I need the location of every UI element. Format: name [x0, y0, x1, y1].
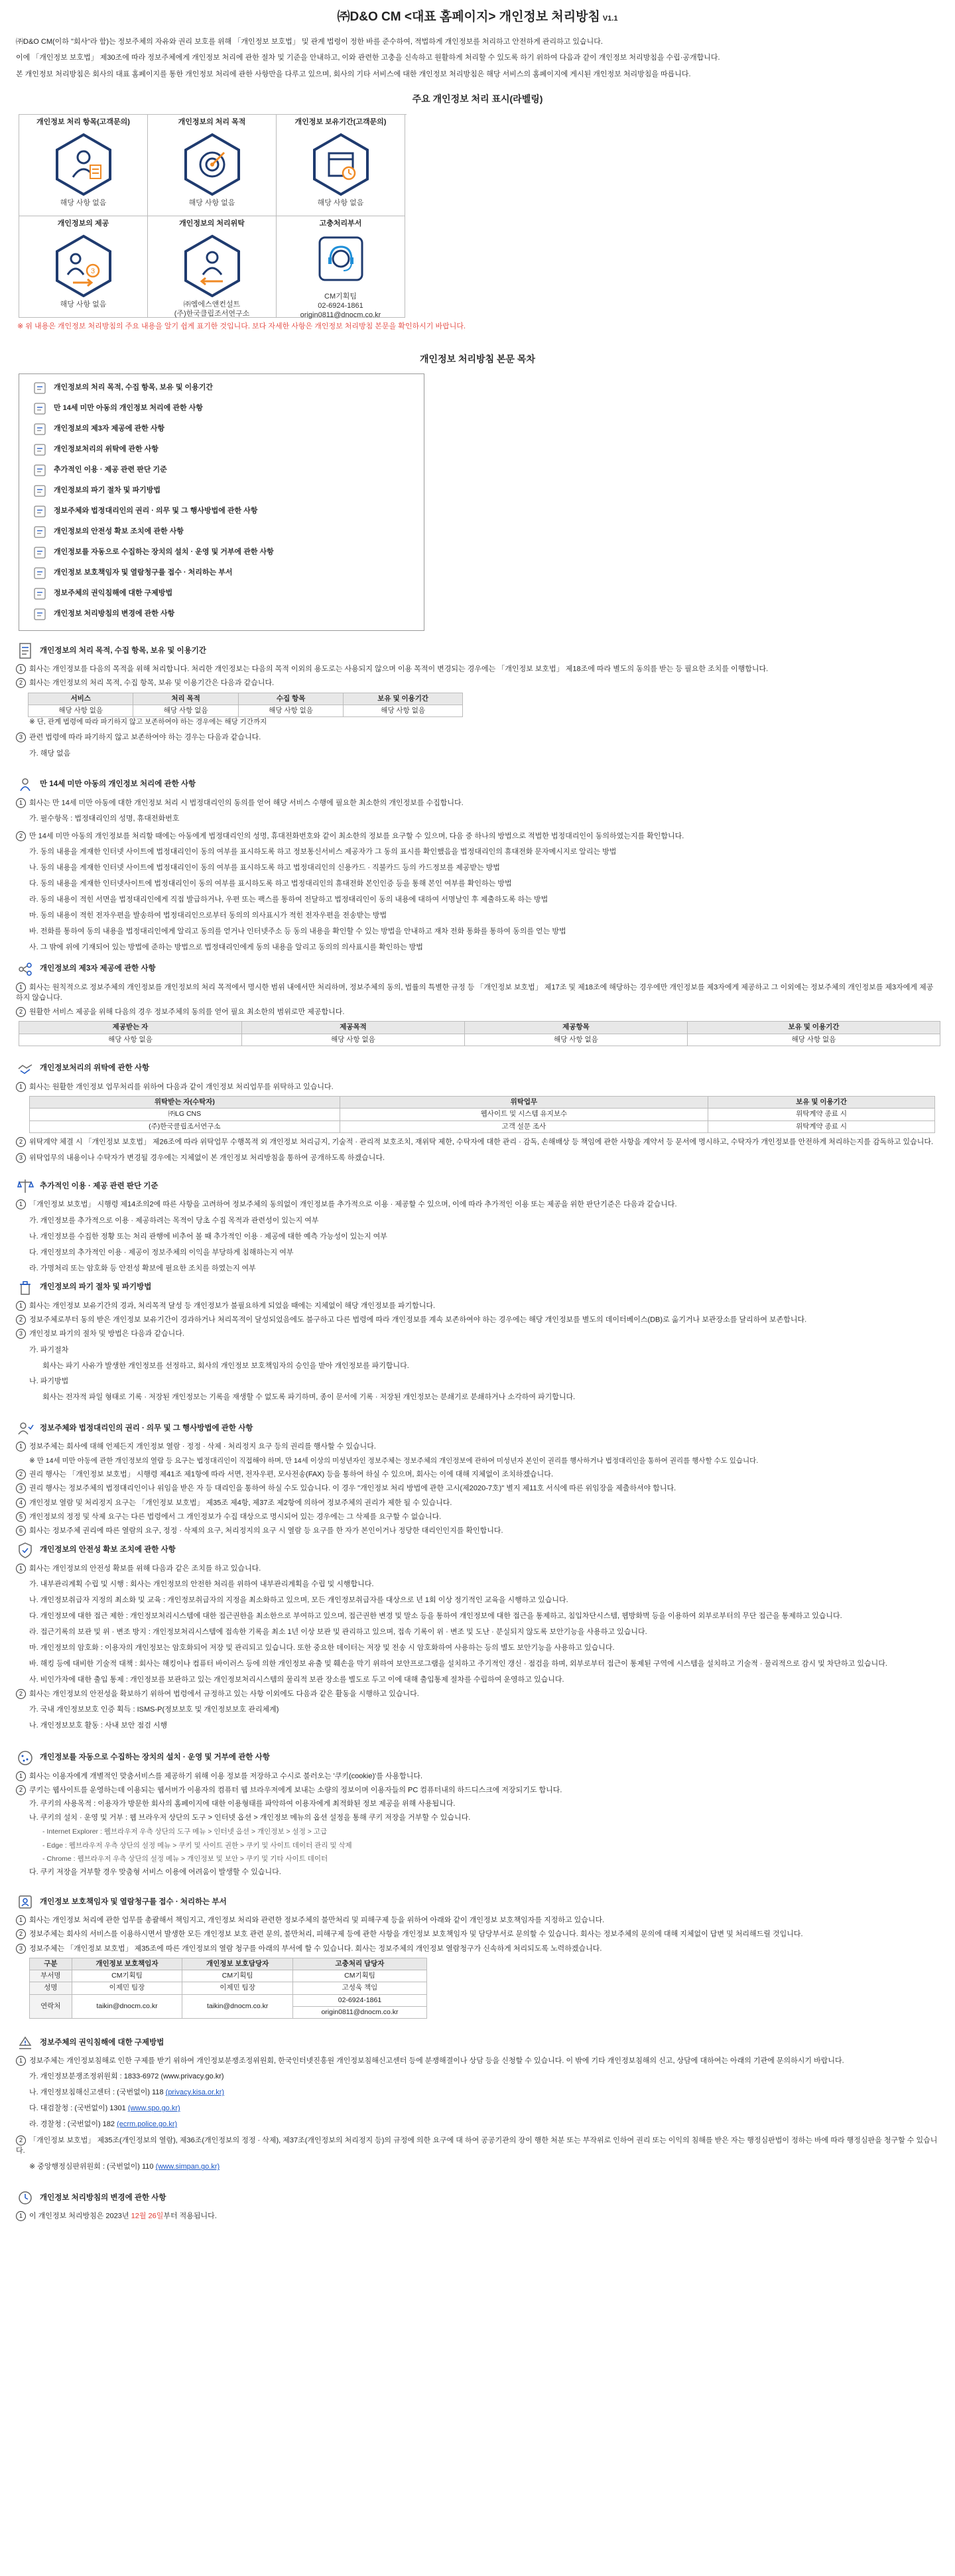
number-badge: 2	[16, 831, 26, 841]
section-4: 개인정보처리의 위탁에 관한 사항 1 회사는 원활한 개인정보 업무처리를 위하여 다음과 같이 개인정보 처리업무를 위탁하고 있습니다. 위탁받는 자(수탁자) 위탁업무 보유 및 이용기간 ㈜LG CNS 웹사이트 및 시스템 유지보수 위탁계약 종료 시 (주)한국클립조서연구소 고객 설문 조사 위탁계약 종료 시 2 위탁계약 체결 시 「개인정보 보호법」 제26조에 따라 위탁업무 수행목적 외 개인정보 처리금지, 기술적 · 관리적 보호조치, 재위탁 제한, 수탁자에 대한 관리 · 감독, 손해배상 등 책임에 관한 사항을 계약서 등 문서에 명시하고, 수탁자가 개인정보를 안전하게 처리하는지를 감독하고 있습니다. 3 위탁업무의 내용이나 수탁자가 변경될 경우에는 지체없이 본 개인정보 처리방침을 통하여 공개하도록 하겠습니다.	[16, 1059, 939, 1164]
number-badge: 1	[16, 1442, 26, 1452]
number-badge: 1	[16, 1915, 26, 1925]
table-header-row: 위탁받는 자(수탁자) 위탁업무 보유 및 이용기간	[30, 1097, 935, 1109]
page-title: ㈜D&O CM <대표 홈페이지> 개인정보 처리방침 V1.1	[337, 10, 618, 24]
list-item: 가. 내부관리계획 수립 및 시행 : 회사는 개인정보의 안전한 처리를 위하여 내부관리계획을 수립 및 시행합니다.	[29, 1580, 374, 1588]
section-heading: 만 14세 미만 아동의 개인정보 처리에 관한 사항	[16, 776, 939, 794]
number-badge: 3	[16, 732, 26, 742]
document-icon	[16, 642, 34, 660]
section-heading: 추가적인 이용 · 제공 관련 판단 기준	[16, 1177, 939, 1195]
section-heading: 정보주체의 권익침해에 대한 구제방법	[16, 2033, 939, 2052]
retention-period-icon	[310, 132, 371, 196]
security-activities-list	[16, 1705, 939, 1731]
scale-icon	[16, 1177, 34, 1195]
number-badge: 2	[16, 1007, 26, 1017]
intro-paragraph: 본 개인정보 처리방침은 회사의 대표 홈페이지를 통한 개인정보 처리에 관한 사항만을 다루고 있으며, 회사의 기타 서비스에 대한 개인정보 처리방침은 해당 서비스의 홈페이지에 게시된 개인정보 처리방침을 따릅니다.	[16, 70, 691, 79]
person-badge-icon	[16, 1893, 34, 1911]
number-badge: 2	[16, 1137, 26, 1147]
number-badge: 2	[16, 1785, 26, 1795]
number-badge: 1	[16, 1199, 26, 1209]
label-title: 개인정보의 처리 목적	[178, 117, 246, 126]
list-item: 나. 개인정보를 수집한 정황 또는 처리 관행에 비추어 볼 때 추가적인 이용 · 제공에 대한 예측 가능성이 있는지 여부	[29, 1232, 387, 1241]
label-title: 고충처리부서	[319, 219, 362, 228]
trash-icon	[16, 1278, 34, 1297]
consent-methods-list	[16, 847, 939, 953]
toc-item[interactable]: 개인정보의 안전성 확보 조치에 관한 사항	[19, 522, 424, 543]
section-6: 개인정보의 파기 절차 및 파기방법 1 회사는 개인정보 보유기간의 경과, 처리목적 달성 등 개인정보가 불필요하게 되었을 때에는 지체없이 해당 개인정보를 파기합니다. 2 정보주체로부터 동의 받은 개인정보 보유기간이 경과하거나 처리목적이 달성되었음에도 불구하고 다른 법령에 따라 개인정보를 계속 보존하여야 하는 경우에는 해당 개인정보를 별도의 데이터베이스(DB)로 옮기거나 보관장소를 달리하여 보존합니다. 3 개인정보 파기의 절차 및 방법은 다음과 같습니다. 가. 파기절차 회사는 파기 사유가 발생한 개인정보를 선정하고, 회사의 개인정보 보호책임자의 승인을 받아 개인정보를 파기합니다. 나. 파기방법 회사는 전자적 파일 형태로 기록 · 저장된 개인정보는 기록을 재생할 수 없도록 파기하며, 종이 문서에 기록 · 저장된 개인정보는 분쇄기로 분쇄하거나 소각하여 파기합니다.	[16, 1278, 939, 1404]
trash-icon	[32, 484, 47, 498]
simpan-link[interactable]: (www.simpan.go.kr)	[155, 2163, 220, 2171]
toc-item[interactable]: 개인정보처리의 위탁에 관한 사항	[19, 440, 424, 460]
rights-icon	[32, 504, 47, 519]
grievance-department-icon	[310, 234, 371, 289]
section-7: 정보주체와 법정대리인의 권리 · 의무 및 그 행사방법에 관한 사항 1 정보주체는 회사에 대해 언제든지 개인정보 열람 · 정정 · 삭제 · 처리정지 요구 등의 권리를 행사할 수 있습니다. ※ 만 14세 미만 아동에 관한 개인정보의 열람 등 요구는 법정대리인이 직접해야 하며, 만 14세 이상의 미성년자인 정보주체는 정보주체의 개인정보에 관하여 미성년자 본인이 권리를 행사하거나 법정대리인을 통하여 권리를 행사할 수도 있습니다. 2 권리 행사는 「개인정보 보호법」 시행령 제41조 제1항에 따라 서면, 전자우편, 모사전송(FAX) 등을 통하여 하실 수 있으며, 회사는 이에 대해 지체없이 조치하겠습니다. 3 권리 행사는 정보주체의 법정대리인이나 위임을 받은 자 등 대리인을 통하여 하실 수도 있습니다. 이 경우 "개인정보 처리 방법에 관한 고시(제2020-7호)" 별지 제11호 서식에 따른 위임장을 제출하셔야 합니다. 4 개인정보 열람 및 처리정지 요구는 「개인정보 보호법」 제35조 제4항, 제37조 제2항에 의하여 정보주체의 권리가 제한 될 수 있습니다. 5 개인정보의 정정 및 삭제 요구는 다른 법령에서 그 개인정보가 수집 대상으로 명시되어 있는 경우에는 그 삭제를 요구할 수 없습니다. 6 회사는 정보주체 권리에 따른 열람의 요구, 정정 · 삭제의 요구, 처리정지의 요구 시 열람 등 요구를 한 자가 본인이거나 정당한 대리인인지를 확인합니다.	[16, 1419, 939, 1536]
rights-icon	[16, 1419, 34, 1438]
personal-info-items-icon	[53, 132, 114, 196]
number-badge: 1	[16, 983, 26, 992]
number-badge: 1	[16, 2211, 26, 2221]
label-title: 개인정보의 제공	[57, 219, 109, 228]
section-heading: 개인정보의 파기 절차 및 파기방법	[16, 1278, 939, 1297]
labeling-heading: 주요 개인정보 처리 표시(라벨링)	[412, 94, 543, 105]
number-badge: 1	[16, 664, 26, 674]
shield-icon	[16, 1541, 34, 1560]
shield-icon	[32, 525, 47, 539]
list-item: 다. 동의 내용을 게재한 인터넷사이트에 법정대리인이 동의 여부를 표시하도록 하고 법정대리인의 휴대전화 본인인증 등을 통해 본인 여부를 확인하는 방법	[29, 880, 512, 888]
intro	[16, 37, 939, 81]
section-11: 정보주체의 권익침해에 대한 구제방법 1 정보주체는 개인정보침해로 인한 구제를 받기 위하여 개인정보분쟁조정위원회, 한국인터넷진흥원 개인정보침해신고센터 등에 분쟁해결이나 상담 등을 신청할 수 있습니다. 이 밖에 기타 개인정보침해의 신고, 상담에 대하여는 아래의 기관에 문의하시기 바랍니다. 가. 개인정보분쟁조정위원회 : 1833-6972 (www.privacy.go.kr) 나. 개인정보침해신고센터 : (국번없이) 118 (privacy.kisa.or.kr) 다. 대검찰청 : (국번없이) 1301 (www.spo.go.kr) 라. 경찰청 : (국번없이) 182 (ecrm.police.go.kr) 2 「개인정보 보호법」 제35조(개인정보의 열람), 제36조(개인정보의 정정 · 삭제), 제37조(개인정보의 처리정지 등)의 규정에 의한 요구에 대 하여 공공기관의 장이 행한 처분 또는 부작위로 인하여 권리 또는 이익의 침해를 받은 자는 행정심판법이 정하는 바에 따라 행정심판을 청구할 수 있습니다. ※ 중앙행정심판위원회 : (국번없이) 110 (www.simpan.go.kr)	[16, 2033, 939, 2173]
toc-item[interactable]: 개인정보를 자동으로 수집하는 장치의 설치 · 운영 및 거부에 관한 사항	[19, 543, 424, 563]
label-value: CM기획팀 02-6924-1861 origin0811@dnocm.co.kr	[300, 292, 381, 320]
table-row: 해당 사항 없음 해당 사항 없음 해당 사항 없음 해당 사항 없음	[29, 705, 463, 716]
list-item: 가. 국내 개인정보보호 인증 획득 : ISMS-P(정보보호 및 개인정보보호 관리체계)	[29, 1705, 279, 1714]
section-heading: 개인정보 보호책임자 및 열람청구를 접수 · 처리하는 부서	[16, 1893, 939, 1911]
list-item: 바. 전화를 통하여 동의 내용을 법정대리인에게 알리고 동의를 얻거나 인터넷주소 등 동의 내용을 확인할 수 있는 방법을 안내하고 재차 전화 통화를 통하여 동의를 얻는 방법	[29, 927, 566, 935]
number-badge: 3	[16, 1329, 26, 1339]
kisa-link[interactable]: (privacy.kisa.or.kr)	[165, 2088, 225, 2097]
section-heading: 개인정보를 자동으로 수집하는 장치의 설치 · 운영 및 거부에 관한 사항	[16, 1749, 939, 1767]
share-icon	[32, 422, 47, 437]
intro-paragraph: 이에 「개인정보 보호법」 제30조에 따라 정보주체에게 개인정보 처리에 관한 절차 및 기준을 안내하고, 이와 관련한 고충을 신속하고 원활하게 처리할 수 있도록 하기 위하여 다음과 같이 개인정보 처리방침을 수립·공개합니다.	[16, 54, 720, 62]
label-value: 해당 사항 없음	[188, 198, 235, 207]
number-badge: 2	[16, 678, 26, 688]
browser-instruction: - Chrome : 웹브라우저 우측 상단의 설정 메뉴 > 개인정보 및 보안 > 쿠키 및 기타 사이트 데이터	[42, 1854, 328, 1863]
history-icon	[16, 2189, 34, 2207]
outsourcing-table	[29, 1096, 935, 1133]
share-icon	[16, 960, 34, 979]
number-badge: 2	[16, 1689, 26, 1699]
scale-icon	[32, 463, 47, 478]
list-item: 바. 해킹 등에 대비한 기술적 대책 : 회사는 해킹이나 컴퓨터 바이러스 등에 의한 개인정보 유출 및 훼손을 막기 위하여 보안프로그램을 설치하고 주기적인 갱신 · 점검을 하며, 외부로부터 접근이 통제된 구역에 시스템을 설치하고 기술적 · 물리적으로 감시 및 차단하고 있습니다.	[29, 1659, 887, 1668]
section-1: 개인정보의 처리 목적, 수집 항목, 보유 및 이용기간 1 회사는 개인정보를 다음의 목적을 위해 처리합니다. 처리한 개인정보는 다음의 목적 이외의 용도로는 사용되지 않으며 이용 목적이 변경되는 경우에는 「개인정보 보호법」 제18조에 따라 별도의 동의를 받는 등 필요한 조치를 이행합니다. 2 회사는 개인정보의 처리 목적, 수집 항목, 보유 및 이용기간은 다음과 같습니다. 서비스 처리 목적 수집 항목 보유 및 이용기간 해당 사항 없음 해당 사항 없음 해당 사항 없음 해당 사항 없음 ※ 단, 관계 법령에 따라 파기하지 않고 보존하여야 하는 경우에는 해당 기간까지 3 관련 법령에 따라 파기하지 않고 보존하여야 하는 경우는 다음과 같습니다. 가. 해당 없음	[16, 642, 939, 760]
section-2: 만 14세 미만 아동의 개인정보 처리에 관한 사항 1 회사는 만 14세 미만 아동에 대한 개인정보 처리 시 법정대리인의 동의를 얻어 해당 서비스 수행에 필요한 최소한의 개인정보를 수집합니다. 가. 필수항목 : 법정대리인의 성명, 휴대전화번호 2 만 14세 미만 아동의 개인정보를 처리할 때에는 아동에게 법정대리인의 성명, 휴대전화번호와 같이 최소한의 정보를 요구할 수 있으며, 다음 중 하나의 방법으로 적법한 법정대리인이 동의하였는지를 확인합니다. 가. 동의 내용을 게재한 인터넷 사이트에 법정대리인이 동의 여부를 표시하도록 하고 정보통신서비스 제공자가 그 동의 표시를 확인했음을 법정대리인의 휴대전화 문자메시지로 알리는 방법 나. 동의 내용을 게재한 인터넷 사이트에 법정대리인이 동의 여부를 표시하도록 하고 법정대리인의 신용카드 · 직불카드 등의 카드정보를 제공받는 방법 다. 동의 내용을 게재한 인터넷사이트에 법정대리인이 동의 여부를 표시하도록 하고 법정대리인의 휴대전화 본인인증 등을 통해 본인 여부를 확인하는 방법 라. 동의 내용이 적힌 서면을 법정대리인에게 직접 발급하거나, 우편 또는 팩스를 통하여 전달하고 법정대리인이 동의 내용에 대하여 서명날인 후 제출하도록 하는 방법 마. 동의 내용이 적힌 전자우편을 발송하여 법정대리인으로부터 동의의 의사표시가 적힌 전자우편을 전송받는 방법 바. 전화를 통하여 동의 내용을 법정대리인에게 알리고 동의를 얻거나 인터넷주소 등 동의 내용을 확인할 수 있는 방법을 안내하고 재차 전화 통화를 통하여 동의를 얻는 방법 사. 그 밖에 위에 기재되어 있는 방법에 준하는 방법으로 법정대리인에게 동의 내용을 알리고 동의의 의사표시를 확인하는 방법	[16, 776, 939, 953]
number-badge: 1	[16, 1301, 26, 1311]
number-badge: 4	[16, 1498, 26, 1508]
label-cell	[277, 216, 405, 318]
number-badge: 1	[16, 1771, 26, 1781]
cookie-icon	[32, 545, 47, 560]
list-item: 나. 개인정보보호 활동 : 사내 보안 점검 시행	[29, 1721, 168, 1729]
label-title: 개인정보 처리 항목(고객문의)	[36, 117, 130, 126]
list-item: 다. 개인정보에 대한 접근 제한 : 개인정보처리시스템에 대한 접근권한을 최소한으로 부여하고 있으며, 접근권한 변경 및 말소 등을 통하여 개인정보에 대한 접근을 통제하고, 침입차단시스템, 웹방화벽 등을 이용하여 외부로부터의 무단 접근을 통제하고 있습니다.	[29, 1611, 842, 1620]
number-badge: 1	[16, 1564, 26, 1574]
table-of-contents	[19, 373, 424, 631]
list-item: 사. 그 밖에 위에 기재되어 있는 방법에 준하는 방법으로 법정대리인에게 동의 내용을 알리고 동의의 의사표시를 확인하는 방법	[29, 943, 423, 951]
table-row: 해당 사항 없음 해당 사항 없음 해당 사항 없음 해당 사항 없음	[19, 1034, 940, 1046]
list-item: 나. 동의 내용을 게재한 인터넷 사이트에 법정대리인이 동의 여부를 표시하도록 하고 법정대리인의 신용카드 · 직불카드 등의 카드정보를 제공받는 방법	[29, 864, 500, 872]
section-heading: 정보주체와 법정대리인의 권리 · 의무 및 그 행사방법에 관한 사항	[16, 1419, 939, 1438]
privacy-policy-page	[16, 0, 939, 2222]
effective-date: 12월 26일	[131, 2212, 164, 2220]
handshake-icon	[16, 1059, 34, 1078]
list-item: 마. 개인정보의 암호화 : 이용자의 개인정보는 암호화되어 저장 및 관리되고 있습니다. 또한 중요한 데이터는 저장 및 전송 시 암호화하여 사용하는 등의 별도 보안기능을 사용하고 있습니다.	[29, 1643, 615, 1652]
number-badge: 1	[16, 2056, 26, 2066]
section-heading: 개인정보의 처리 목적, 수집 항목, 보유 및 이용기간	[16, 642, 939, 660]
processing-purpose-table	[28, 693, 463, 717]
number-badge: 2	[16, 1929, 26, 1939]
label-cell	[19, 216, 148, 318]
toc-item[interactable]: 개인정보 처리방침의 변경에 관한 사항	[19, 604, 424, 625]
table-row: ㈜LG CNS 웹사이트 및 시스템 유지보수 위탁계약 종료 시	[30, 1109, 935, 1120]
toc-item[interactable]: 만 14세 미만 아동의 개인정보 처리에 관한 사항	[19, 399, 424, 419]
label-title: 개인정보의 처리위탁	[179, 219, 245, 228]
third-party-provision-icon	[53, 234, 114, 297]
police-link[interactable]: (ecrm.police.go.kr)	[117, 2120, 178, 2129]
label-cell	[148, 115, 277, 216]
table-header-row: 제공받는 자 제공목적 제공항목 보유 및 이용기간	[19, 1022, 940, 1034]
intro-paragraph: ㈜D&O CM(이하 "회사"라 함)는 정보주체의 자유와 권리 보호를 위해 「개인정보 보호법」 및 관계 법령이 정한 바를 준수하여, 적법하게 개인정보를 처리하고 안전하게 관리하고 있습니다.	[16, 37, 603, 46]
number-badge: 2	[16, 1315, 26, 1325]
table-header-row: 서비스 처리 목적 수집 항목 보유 및 이용기간	[29, 693, 463, 705]
third-party-table	[19, 1021, 940, 1046]
spo-link[interactable]: (www.spo.go.kr)	[127, 2104, 180, 2113]
remedy-icon	[32, 586, 47, 601]
toc-item[interactable]: 개인정보의 파기 절차 및 파기방법	[19, 481, 424, 502]
number-badge: 2	[16, 1469, 26, 1479]
document-icon	[32, 381, 47, 395]
table-row: 부서명 CM기획팀 CM기획팀 CM기획팀	[30, 1970, 427, 1982]
label-cell	[148, 216, 277, 318]
toc-item[interactable]: 정보주체의 권익침해에 대한 구제방법	[19, 584, 424, 604]
label-title: 개인정보 보유기간(고객문의)	[294, 117, 387, 126]
table-row: 성명 이제민 팀장 이제민 팀장 고성욱 책임	[30, 1982, 427, 1994]
label-value: 해당 사항 없음	[60, 198, 107, 207]
list-item: 가. 동의 내용을 게재한 인터넷 사이트에 법정대리인이 동의 여부를 표시하도록 하고 정보통신서비스 제공자가 그 동의 표시를 확인했음을 법정대리인의 휴대전화 문자메시지로 알리는 방법	[29, 848, 617, 856]
number-badge: 1	[16, 1082, 26, 1092]
privacy-officer-table	[29, 1958, 427, 2019]
list-item: 가. 개인정보를 추가적으로 이용 · 제공하려는 목적이 당초 수집 목적과 관련성이 있는지 여부	[29, 1216, 319, 1225]
section-9: 개인정보를 자동으로 수집하는 장치의 설치 · 운영 및 거부에 관한 사항 1 회사는 이용자에게 개별적인 맞춤서비스를 제공하기 위해 이용 정보를 저장하고 수시로 불러오는 '쿠키(cookie)'를 사용합니다. 2 쿠키는 웹사이트를 운영하는데 이용되는 웹서버가 이용자의 컴퓨터 웹 브라우저에게 보내는 소량의 정보이며 이용자들의 PC 컴퓨터내의 하드디스크에 저장되기도 합니다. 가. 쿠키의 사용목적 : 이용자가 방문한 회사의 홈페이지에 대한 이용형태를 파악하여 이용자에게 최적화된 정보 제공을 위해 사용됩니다. 나. 쿠키의 설치 · 운영 및 거부 : 웹 브라우저 상단의 도구 > 인터넷 옵션 > 개인정보 메뉴의 옵션 설정을 통해 쿠키 저장을 거부할 수 있습니다. - Internet Explorer : 웹브라우저 우측 상단의 도구 메뉴 > 인터넷 옵션 > 개인정보 > 설정 > 고급 - Edge : 웹브라우저 우측 상단의 설정 메뉴 > 쿠키 및 사이트 권한 > 쿠키 및 사이트 데이터 관리 및 삭제 - Chrome : 웹브라우저 우측 상단의 설정 메뉴 > 개인정보 및 보안 > 쿠키 및 기타 사이트 데이터 다. 쿠키 저장을 거부할 경우 맞춤형 서비스 이용에 어려움이 발생할 수 있습니다.	[16, 1749, 939, 1878]
toc-item[interactable]: 정보주체와 법정대리인의 권리 · 의무 및 그 행사방법에 관한 사항	[19, 502, 424, 522]
section-8: 개인정보의 안전성 확보 조치에 관한 사항 1 회사는 개인정보의 안전성 확보를 위해 다음과 같은 조치를 하고 있습니다. 가. 내부관리계획 수립 및 시행 : 회사는 개인정보의 안전한 처리를 위하여 내부관리계획을 수립 및 시행합니다. 나. 개인정보취급자 지정의 최소화 및 교육 : 개인정보취급자의 지정을 최소화하고 있으며, 모든 개인정보취급자를 대상으로 년 1회 이상 정기적인 교육을 시행하고 있습니다. 다. 개인정보에 대한 접근 제한 : 개인정보처리시스템에 대한 접근권한을 최소한으로 부여하고 있으며, 접근권한 변경 및 말소 등을 통하여 개인정보에 대한 접근을 통제하고, 침입차단시스템, 웹방화벽 등을 이용하여 외부로부터의 무단 접근을 통제하고 있습니다. 라. 접근기록의 보관 및 위 · 변조 방지 : 개인정보처리시스템에 접속한 기록을 최소 1년 이상 보관 및 관리하고 있으며, 접속 기록이 위 · 변조 및 도난 · 분실되지 않도록 보안기능을 사용하고 있습니다. 마. 개인정보의 암호화 : 이용자의 개인정보는 암호화되어 저장 및 관리되고 있습니다. 또한 중요한 데이터는 저장 및 전송 시 암호화하여 사용하는 등의 별도 보안기능을 사용하고 있습니다. 바. 해킹 등에 대비한 기술적 대책 : 회사는 해킹이나 컴퓨터 바이러스 등에 의한 개인정보 유출 및 훼손을 막기 위하여 보안프로그램을 설치하고 주기적인 갱신 · 점검을 하며, 외부로부터 접근이 통제된 구역에 시스템을 설치하고 기술적 · 물리적으로 감시 및 차단하고 있습니다. 사. 비인가자에 대한 출입 통제 : 개인정보를 보관하고 있는 개인정보처리시스템의 물리적 보관 장소를 별도로 두고 이에 대해 출입통제 절차를 수립하여 운영하고 있습니다. 2 회사는 개인정보의 안전성을 확보하기 위하여 법령에서 규정하고 있는 사항 이외에도 다음과 같은 활동을 시행하고 있습니다. 가. 국내 개인정보보호 인증 획득 : ISMS-P(정보보호 및 개인정보보호 관리체계) 나. 개인정보보호 활동 : 사내 보안 점검 시행	[16, 1541, 939, 1731]
list-item: 다. 개인정보의 추가적인 이용 · 제공이 정보주체의 이익을 부당하게 침해하는지 여부	[29, 1248, 294, 1256]
child-icon	[32, 401, 47, 416]
number-badge: 6	[16, 1526, 26, 1536]
processing-purpose-icon	[182, 132, 243, 196]
version-label: V1.1	[602, 15, 618, 23]
section-3: 개인정보의 제3자 제공에 관한 사항 1 회사는 원칙적으로 정보주체의 개인정보를 개인정보의 처리 목적에서 명시한 범위 내에서만 처리하며, 정보주체의 동의, 법률의 특별한 규정 등 「개인정보 보호법」 제17조 및 제18조에 해당하는 경우에만 개인정보를 제3자에게 제공하고 그 이외에는 정보주체의 개인정보를 제3자에게 제공하지 않습니다. 2 원활한 서비스 제공을 위해 다음의 경우 정보주체의 동의를 얻어 필요 최소한의 범위로만 제공합니다. 제공받는 자 제공목적 제공항목 보유 및 이용기간 해당 사항 없음 해당 사항 없음 해당 사항 없음 해당 사항 없음	[16, 960, 939, 1046]
toc-item[interactable]: 개인정보 보호책임자 및 열람청구를 접수 · 처리하는 부서	[19, 563, 424, 584]
svg-text:3: 3	[90, 267, 95, 275]
note: ※ 단, 관계 법령에 따라 파기하지 않고 보존하여야 하는 경우에는 해당 기간까지	[29, 718, 267, 726]
list-item: 마. 동의 내용이 적힌 전자우편을 발송하여 법정대리인으로부터 동의의 의사표시가 적힌 전자우편을 전송받는 방법	[29, 911, 387, 919]
table-row: 연락처 taikin@dnocm.co.kr taikin@dnocm.co.kr 02-6924-1861	[30, 1994, 427, 2006]
cookie-icon	[16, 1749, 34, 1767]
section-12: 개인정보 처리방침의 변경에 관한 사항 1 이 개인정보 처리방침은 2023년 12월 26일부터 적용됩니다.	[16, 2189, 939, 2222]
browser-instruction: - Internet Explorer : 웹브라우저 우측 상단의 도구 메뉴 > 인터넷 옵션 > 개인정보 > 설정 > 고급	[42, 1828, 328, 1836]
list-item: 라. 동의 내용이 적힌 서면을 법정대리인에게 직접 발급하거나, 우편 또는 팩스를 통하여 전달하고 법정대리인이 동의 내용에 대하여 서명날인 후 제출하도록 하는 방법	[29, 895, 548, 904]
label-cell	[277, 115, 405, 216]
table-row: (주)한국클립조서연구소 고객 설문 조사 위탁계약 종료 시	[30, 1120, 935, 1132]
list-item: 라. 가명처리 또는 암호화 등 안전성 확보에 필요한 조치를 하였는지 여부	[29, 1264, 256, 1272]
section-heading: 개인정보처리의 위탁에 관한 사항	[16, 1059, 939, 1078]
number-badge: 1	[16, 798, 26, 808]
list-item: 사. 비인가자에 대한 출입 통제 : 개인정보를 보관하고 있는 개인정보처리시스템의 물리적 보관 장소를 별도로 두고 이에 대해 출입통제 절차를 수립하여 운영하고 있습니다.	[29, 1675, 564, 1684]
person-badge-icon	[32, 566, 47, 580]
number-badge: 3	[16, 1944, 26, 1954]
list-item: 라. 접근기록의 보관 및 위 · 변조 방지 : 개인정보처리시스템에 접속한 기록을 최소 1년 이상 보관 및 관리하고 있으며, 접속 기록이 위 · 변조 및 도난 · 분실되지 않도록 보안기능을 사용하고 있습니다.	[29, 1627, 647, 1636]
remedy-icon	[16, 2033, 34, 2052]
safety-measures-list	[16, 1580, 939, 1686]
toc-heading: 개인정보 처리방침 본문 목차	[420, 353, 535, 364]
section-heading: 개인정보의 제3자 제공에 관한 사항	[16, 960, 939, 979]
child-icon	[16, 776, 34, 794]
handshake-icon	[32, 442, 47, 457]
toc-item[interactable]: 추가적인 이용 · 제공 관련 판단 기준	[19, 460, 424, 481]
table-header-row: 구분 개인정보 보호책임자 개인정보 보호담당자 고충처리 담당자	[30, 1958, 427, 1970]
list-item: 나. 개인정보취급자 지정의 최소화 및 교육 : 개인정보취급자의 지정을 최소화하고 있으며, 모든 개인정보취급자를 대상으로 년 1회 이상 정기적인 교육을 시행하고 있습니다.	[29, 1595, 568, 1604]
label-cell	[19, 115, 148, 216]
table-row: origin0811@dnocm.co.kr	[30, 2006, 427, 2018]
history-icon	[32, 607, 47, 622]
label-value: 해당 사항 없음	[317, 198, 364, 207]
labeling-grid	[19, 114, 407, 318]
number-badge: 3	[16, 1153, 26, 1163]
labeling-warning: ※ 위 내용은 개인정보 처리방침의 주요 내용을 알기 쉽게 표기한 것입니다. 보다 자세한 사항은 개인정보 처리방침 본문을 확인하시기 바랍니다.	[17, 322, 466, 330]
number-badge: 2	[16, 2135, 26, 2145]
label-value: 해당 사항 없음	[60, 300, 107, 308]
number-badge: 5	[16, 1512, 26, 1522]
browser-instruction: - Edge : 웹브라우저 우측 상단의 설정 메뉴 > 쿠키 및 사이트 권한 > 쿠키 및 사이트 데이터 관리 및 삭제	[42, 1841, 352, 1850]
outsourcing-icon	[182, 234, 243, 297]
judgment-criteria-list	[16, 1216, 939, 1274]
section-heading: 개인정보 처리방침의 변경에 관한 사항	[16, 2189, 939, 2207]
toc-item[interactable]: 개인정보의 제3자 제공에 관한 사항	[19, 419, 424, 440]
section-heading: 개인정보의 안전성 확보 조치에 관한 사항	[16, 1541, 939, 1560]
number-badge: 3	[16, 1483, 26, 1493]
section-10: 개인정보 보호책임자 및 열람청구를 접수 · 처리하는 부서 1 회사는 개인정보 처리에 관한 업무를 총괄해서 책임지고, 개인정보 처리와 관련한 정보주체의 불만처리 및 피해구제 등을 위하여 아래와 같이 개인정보 보호책임자를 지정하고 있습니다. 2 정보주체는 회사의 서비스를 이용하시면서 발생한 모든 개인정보 보호 관련 문의, 불만처리, 피해구제 등에 관한 사항을 개인정보 보호책임자 및 담당부서로 문의할 수 있습니다. 회사는 정보주체의 문의에 대해 지체없이 답변 및 처리해드릴 것입니다. 3 정보주체는 「개인정보 보호법」 제35조에 따른 개인정보의 열람 청구를 아래의 부서에 할 수 있습니다. 회사는 정보주체의 개인정보 열람청구가 신속하게 처리되도록 노력하겠습니다. 구분 개인정보 보호책임자 개인정보 보호담당자 고충처리 담당자 부서명 CM기획팀 CM기획팀 CM기획팀 성명 이제민 팀장 이제민 팀장 고성욱 책임 연락처 taikin@dnocm.co.kr taikin@dnocm.co.kr 02-6924-1861 origin0811@dnocm.co.kr	[16, 1893, 939, 2019]
label-value: ㈜엠에스앤컨설트 (주)한국클립조서연구소	[174, 300, 250, 318]
section-5: 추가적인 이용 · 제공 관련 판단 기준 1 「개인정보 보호법」 시행령 제14조의2에 따른 사항을 고려하여 정보주체의 동의없이 개인정보를 추가적으로 이용 · 제공할 수 있으며, 이에 따라 추가적인 이용 또는 제공을 위한 판단기준은 다음과 같습니다. 가. 개인정보를 추가적으로 이용 · 제공하려는 목적이 당초 수집 목적과 관련성이 있는지 여부 나. 개인정보를 수집한 정황 또는 처리 관행에 비추어 볼 때 추가적인 이용 · 제공에 대한 예측 가능성이 있는지 여부 다. 개인정보의 추가적인 이용 · 제공이 정보주체의 이익을 부당하게 침해하는지 여부 라. 가명처리 또는 암호화 등 안전성 확보에 필요한 조치를 하였는지 여부	[16, 1177, 939, 1274]
toc-item[interactable]: 개인정보의 처리 목적, 수집 항목, 보유 및 이용기간	[19, 378, 424, 399]
